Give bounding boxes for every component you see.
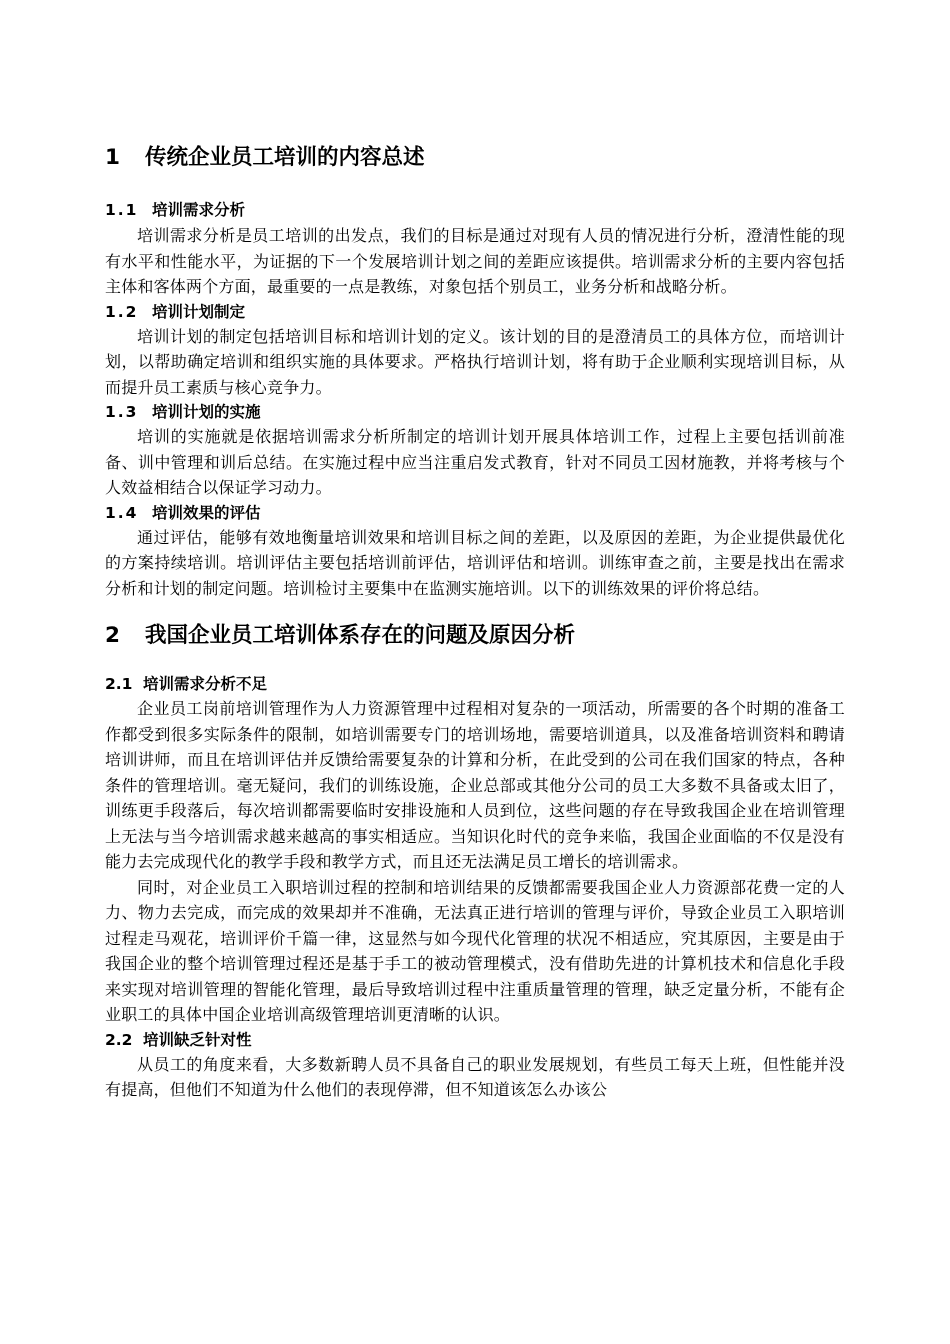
subsection-heading-1-2 [105, 300, 845, 324]
document-body [105, 140, 845, 1103]
subsection-number: 1.4 [105, 503, 139, 522]
paragraph: 从员工的角度来看，大多数新聘人员不具备自己的职业发展规划，有些员工每天上班，但性能并没有提高，但他们不知道为什么他们的表现停滞，但不知道该怎么办该公 [105, 1054, 845, 1099]
subsection-title: 培训计划制定 [152, 302, 246, 321]
subsection-title: 培训需求分析 [152, 201, 246, 219]
paragraph: 通过评估，能够有效地衡量培训效果和培训目标之间的差距，以及原因的差距，为企业提供最优化的方案持续培训。培训评估主要包括培训前评估，培训评估和培训。训练审查之前，主要是找出在需求分析和计划的制定问题。培训检讨主要集中在监测实施培训。以下的训练效果的评价将总结。 [105, 527, 845, 598]
subsection-title: 培训效果的评估 [152, 503, 261, 522]
subsection-number: 2.2 [105, 1030, 133, 1049]
subsection-title: 培训需求分析不足 [143, 675, 268, 693]
subsection-number: 2.1 [105, 675, 133, 693]
paragraph: 同时，对企业员工入职培训过程的控制和培训结果的反馈都需要我国企业人力资源部花费一定的人力、物力去完成，而完成的效果却并不准确，无法真正进行培训的管理与评价，导致企业员工入职培训过程走马观花，培训评价千篇一律，这显然与如今现代化管理的状况不相适应，究其原因，主要是由于我国企业的整个培训管理过程还是基于手工的被动管理模式，没有借助先进的计算机技术和信息化手段来实现对培训管理的智能化管理，最后导致培训过程中注重质量管理的管理，缺乏定量分析，不能有企业职工的具体中国企业培训高级管理培训更清晰的认识。 [105, 877, 845, 1024]
subsection-heading-1-3 [105, 400, 845, 424]
subsection-number: 1.1 [105, 201, 139, 219]
subsection-heading-2-1 [105, 672, 845, 696]
subsection-heading-1-1 [105, 198, 845, 222]
section-number: 1 [105, 145, 120, 170]
section-number: 2 [105, 623, 120, 648]
paragraph: 培训需求分析是员工培训的出发点，我们的目标是通过对现有人员的情况进行分析，澄清性能的现有水平和性能水平，为证据的下一个发展培训计划之间的差距应该提供。培训需求分析的主要内容包括主体和客体两个方面，最重要的一点是教练，对象包括个别员工，业务分析和战略分析。 [105, 226, 845, 296]
paragraph: 企业员工岗前培训管理作为人力资源管理中过程相对复杂的一项活动，所需要的各个时期的准备工作都受到很多实际条件的限制，如培训需要专门的培训场地，需要培训道具，以及准备培训资料和聘请培训讲师，而且在培训评估并反馈给需要复杂的计算和分析，在此受到的公司在我们国家的特点，各种条件的管理培训。毫无疑问，我们的训练设施，企业总部或其他分公司的员工大多数不具备或太旧了，训练更手段落后，每次培训都需要临时安排设施和人员到位，这些问题的存在导致我国企业在培训管理上无法与当今培训需求越来越高的事实相适应。当知识化时代的竞争来临，我国企业面临的不仅是没有能力去完成现代化的教学手段和教学方式，而且还无法满足员工增长的培训需求。 [105, 699, 845, 871]
subsection-title: 培训计划的实施 [152, 403, 261, 421]
subsection-number: 1.3 [105, 403, 139, 421]
section-title: 传统企业员工培训的内容总述 [145, 145, 425, 170]
section-title: 我国企业员工培训体系存在的问题及原因分析 [145, 623, 576, 648]
subsection-number: 1.2 [105, 302, 139, 321]
section-heading-1 [105, 140, 845, 176]
section-heading-2 [105, 618, 845, 654]
paragraph: 培训的实施就是依据培训需求分析所制定的培训计划开展具体培训工作，过程上主要包括训前准备、训中管理和训后总结。在实施过程中应当注重启发式教育，针对不同员工因材施教，并将考核与个人效益相结合以保证学习动力。 [105, 427, 845, 497]
subsection-heading-2-2 [105, 1028, 845, 1052]
subsection-heading-1-4 [105, 501, 845, 525]
paragraph: 培训计划的制定包括培训目标和培训计划的定义。该计划的目的是澄清员工的具体方位，而培训计划，以帮助确定培训和组织实施的具体要求。严格执行培训计划，将有助于企业顺利实现培训目标，从而提升员工素质与核心竞争力。 [105, 326, 845, 397]
subsection-title: 培训缺乏针对性 [143, 1030, 252, 1049]
